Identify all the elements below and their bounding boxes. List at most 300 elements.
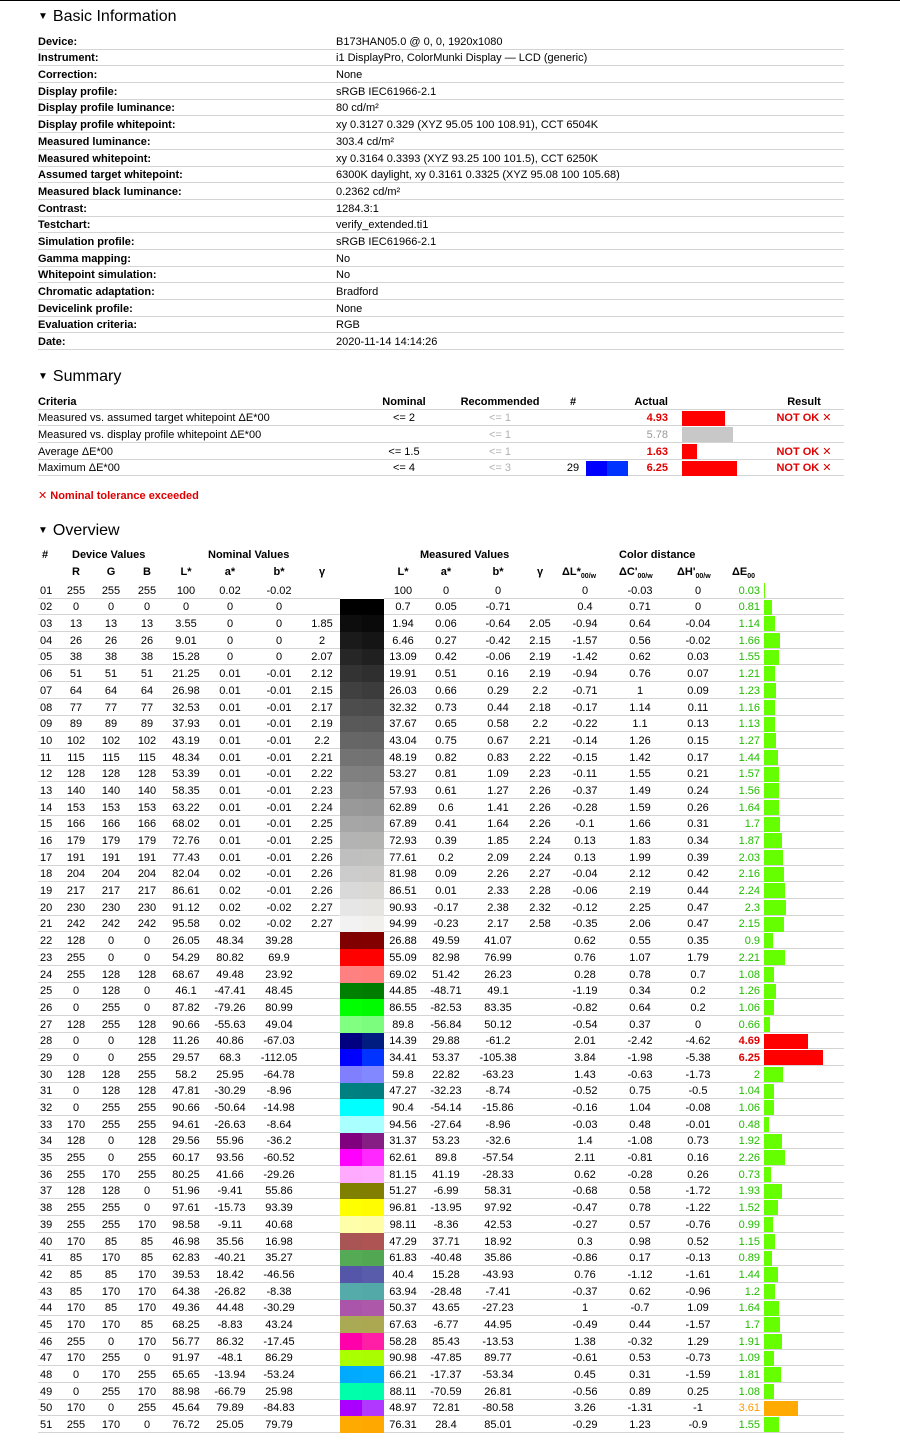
cell-delta-c: -0.63 [627,1068,653,1081]
cell-nominal-a: 55.96 [216,1135,244,1148]
cell-delta-e: 1.91 [738,1335,760,1348]
cell-r: 0 [72,1035,80,1048]
summary-actual: 1.63 [646,445,668,458]
info-label: Measured whitepoint: [38,152,152,165]
cell-measured-b: 26.23 [484,968,512,981]
cell-number: 25 [40,985,53,998]
cell-r: 255 [66,1152,86,1165]
cell-r: 89 [69,718,83,731]
cell-g: 85 [104,1302,118,1315]
cell-nominal-l: 54.29 [172,951,200,964]
cell-delta-e: 6.25 [738,1051,760,1064]
table-row [38,1099,844,1116]
cell-measured-b: -0.71 [485,601,511,614]
cell-measured-a: -28.48 [430,1285,462,1298]
delta-e-bar [764,1050,823,1065]
cell-delta-l: -0.29 [572,1419,598,1432]
cell-measured-a: -6.99 [433,1185,459,1198]
overview-table [38,582,844,1433]
delta-e-bar [764,767,779,782]
cell-delta-e: 1.52 [738,1202,760,1215]
cell-measured-b: 2.17 [487,918,509,931]
cell-measured-l: 1.94 [392,618,414,631]
cell-r: 255 [66,1218,86,1231]
delta-e-bar [764,1184,782,1199]
cell-nominal-l: 87.82 [172,1001,200,1014]
measured-color-swatch [362,1350,384,1367]
table-row [38,1300,844,1317]
cell-nominal-l: 64.38 [172,1285,200,1298]
delta-e-bar [764,950,785,965]
cell-measured-b: 44.95 [484,1318,512,1331]
cell-b: 255 [137,1402,157,1415]
cell-number: 34 [40,1135,53,1148]
info-label: Display profile: [38,85,118,98]
cell-g: 170 [101,1318,121,1331]
tolerance-warning: ✕ Nominal tolerance exceeded [38,490,199,502]
summary-rows [38,410,844,477]
cell-nominal-gamma: 2.2 [314,734,330,747]
cell-delta-e: 1.56 [738,784,760,797]
info-value: 0.2362 cd/m² [336,185,401,198]
cell-b: 255 [137,1102,157,1114]
cell-nominal-l: 76.72 [172,1419,200,1432]
cell-g: 255 [101,1218,121,1231]
group-color-distance: Color distance [619,549,696,561]
cell-delta-l: 0.13 [574,851,596,864]
summary-result: NOT OK ✕ [776,462,832,475]
nominal-color-swatch [340,1350,362,1367]
column-header-delta-l [562,566,596,580]
column-header-delta-c [619,566,653,580]
table-row [38,749,844,766]
table-row [38,1316,844,1333]
cell-nominal-l: 95.58 [172,918,200,931]
cell-r: 51 [69,668,83,681]
cell-measured-a: -54.14 [430,1102,462,1114]
cell-nominal-b: -17.45 [263,1335,295,1348]
cell-nominal-b: -29.26 [263,1168,295,1181]
table-row [38,949,844,966]
cell-number: 16 [40,835,53,847]
cell-nominal-l: 91.12 [172,901,200,914]
cell-nominal-gamma: 2.22 [311,768,333,781]
cell-delta-c: 2.25 [629,901,651,914]
cell-r: 64 [69,684,83,697]
cell-r: 85 [69,1268,83,1281]
cell-delta-l: -0.82 [572,1001,598,1014]
cell-r: 128 [66,1135,86,1148]
info-row [38,233,844,250]
cell-measured-gamma: 2.22 [529,751,551,764]
table-row [38,782,844,799]
nominal-color-swatch [340,599,362,616]
cell-measured-b: 0.58 [487,718,509,731]
nominal-color-swatch [340,682,362,699]
cell-nominal-gamma: 2.24 [311,801,333,814]
column-header-ma: a* [440,566,452,578]
cell-delta-c: -0.7 [630,1302,650,1315]
summary-result: NOT OK ✕ [776,445,832,458]
cell-nominal-a: -48.1 [217,1352,243,1365]
cell-nominal-b: -0.02 [266,918,292,931]
basic-info-toggle[interactable] [38,8,177,26]
cell-delta-c: -0.81 [627,1152,653,1165]
cell-delta-h: 0.15 [687,734,709,747]
cell-r: 0 [72,1085,80,1098]
cell-nominal-l: 0 [182,601,190,614]
measured-color-swatch [362,599,384,616]
cell-measured-a: 0.27 [435,634,457,647]
nominal-color-swatch [340,1250,362,1267]
cell-measured-a: -13.95 [430,1202,462,1215]
nominal-color-swatch [340,1016,362,1033]
cell-nominal-b: -112.05 [260,1051,298,1064]
info-row [38,200,844,217]
cell-delta-c: 1.04 [629,1102,651,1114]
cell-g: 128 [101,1085,121,1098]
cell-nominal-a: -79.26 [214,1001,246,1014]
table-row [38,1149,844,1166]
cell-delta-e: 0.66 [738,1018,760,1031]
cell-nominal-a: 0 [226,618,234,631]
nominal-color-swatch [340,866,362,883]
header-number: # [569,395,577,408]
nominal-color-swatch [340,1233,362,1250]
cell-r: 85 [69,1252,83,1265]
cell-nominal-a: 0.02 [219,901,241,914]
cell-b: 191 [137,851,157,864]
cell-measured-l: 76.31 [389,1419,417,1432]
table-row [38,899,844,916]
table-row [38,665,844,682]
cell-g: 115 [102,751,120,764]
cell-nominal-a: 40.86 [216,1035,244,1048]
cell-delta-c: 0.64 [629,1001,651,1014]
cell-b: 140 [137,784,157,797]
cell-measured-a: -8.36 [433,1218,459,1231]
nominal-color-swatch [340,1216,362,1233]
cell-delta-l: 0.45 [574,1369,596,1381]
column-header-delta-e-subscript: 00 [747,573,756,581]
nominal-color-swatch [340,1383,362,1400]
cell-measured-b: -63.23 [482,1068,514,1081]
cell-measured-l: 47.27 [389,1085,417,1098]
cell-nominal-b: -64.78 [263,1068,295,1081]
cell-r: 166 [66,818,86,831]
info-row [38,167,844,184]
delta-e-bar [764,1417,779,1432]
cell-r: 170 [66,1118,86,1131]
collapse-triangle-icon: ▼ [38,371,48,382]
cell-number: 35 [40,1152,53,1165]
info-label: Testchart: [38,219,91,232]
cell-measured-b: 0.67 [487,734,509,747]
nominal-color-swatch [340,899,362,916]
cell-g: 242 [101,918,121,931]
cell-number: 32 [40,1102,53,1114]
cell-delta-h: 0.42 [687,868,709,881]
cell-measured-b: -61.2 [485,1035,511,1048]
cell-nominal-l: 26.05 [172,935,200,948]
cell-delta-e: 1.13 [738,718,760,731]
nominal-color-swatch [340,916,362,933]
measured-color-swatch [362,1400,384,1417]
cell-measured-l: 90.4 [392,1102,414,1114]
cell-delta-l: -0.71 [572,684,598,697]
collapse-triangle-icon: ▼ [38,525,48,536]
cell-r: 85 [69,1285,83,1298]
delta-e-bar [764,1251,772,1266]
cell-delta-e: 2 [753,1068,760,1081]
info-row [38,283,844,300]
cell-nominal-b: -36.2 [266,1135,292,1148]
cell-nominal-a: 0.01 [219,701,241,714]
summary-recommended: <= 3 [488,462,512,475]
cell-r: 128 [66,1185,86,1198]
cell-delta-c: 0.98 [629,1235,651,1248]
cell-nominal-a: 0.01 [219,718,241,731]
cell-measured-b: -0.06 [485,651,511,664]
cell-nominal-b: 0 [275,651,283,664]
cell-b: 255 [137,1051,157,1064]
delta-e-bar [764,1167,771,1182]
measured-color-swatch [362,1066,384,1083]
cell-g: 0 [107,1152,115,1165]
cell-nominal-gamma: 2.26 [311,868,333,881]
cell-delta-h: 0.35 [687,935,709,948]
info-value: None [336,69,363,82]
cell-measured-l: 98.11 [389,1218,417,1231]
cell-measured-b: -15.86 [482,1102,514,1114]
cell-measured-l: 77.61 [389,851,417,864]
cell-measured-b: 85.01 [484,1419,512,1432]
cell-delta-h: -0.96 [685,1285,711,1298]
cell-measured-a: -48.71 [430,985,462,998]
cell-delta-c: -1.31 [627,1402,653,1415]
cell-g: 128 [101,1068,121,1081]
measured-color-swatch [362,749,384,766]
table-row [38,1116,844,1133]
cell-measured-gamma: 2.24 [529,851,551,864]
info-label: Gamma mapping: [38,252,131,265]
cell-measured-l: 50.37 [389,1302,417,1315]
cell-nominal-a: 25.05 [216,1419,244,1432]
cell-delta-h: 0.47 [687,918,709,931]
cell-delta-c: 0.58 [629,1185,651,1198]
delta-e-bar [764,800,779,815]
cell-nominal-a: -15.73 [214,1202,246,1215]
cell-r: 170 [66,1352,86,1365]
cell-number: 21 [40,918,53,931]
delta-e-bar [764,833,782,848]
cell-nominal-l: 68.02 [172,818,200,831]
cell-delta-c: 0.34 [629,985,651,998]
cell-delta-c: 1.99 [629,851,651,864]
cell-b: 128 [137,1018,157,1031]
measured-color-swatch [362,816,384,833]
table-row [38,1166,844,1183]
delta-e-bar [764,666,775,681]
cell-measured-a: 0.6 [438,801,454,814]
cell-measured-a: 49.59 [432,935,460,948]
cell-nominal-a: 0.01 [219,751,241,764]
cell-nominal-a: -8.83 [217,1318,243,1331]
cell-measured-a: 0.06 [435,618,457,631]
cell-nominal-a: 80.82 [216,951,244,964]
cell-delta-h: 1.29 [687,1335,709,1348]
cell-delta-h: -1.57 [685,1318,711,1331]
cell-delta-c: -2.42 [627,1035,653,1048]
cell-delta-c: 1.07 [629,951,651,964]
cell-g: 51 [104,668,118,681]
measured-color-swatch [362,1383,384,1400]
cell-b: 85 [140,1235,154,1248]
table-row [38,932,844,949]
cell-measured-l: 100 [393,584,413,597]
cell-number: 02 [40,601,53,614]
cell-measured-b: 97.92 [484,1202,512,1215]
measured-color-swatch [362,899,384,916]
nominal-color-swatch [340,1183,362,1200]
delta-e-bar [764,650,779,665]
cell-measured-l: 19.91 [389,668,417,681]
table-row [38,1283,844,1300]
table-row [38,1366,844,1383]
cell-measured-l: 62.61 [389,1152,417,1165]
cell-measured-b: -8.96 [485,1118,511,1131]
cell-measured-b: -8.74 [485,1085,511,1098]
summary-toggle[interactable] [38,368,121,386]
cell-nominal-b: -8.96 [266,1085,292,1098]
cell-delta-e: 2.26 [738,1152,760,1165]
cell-delta-l: -0.1 [575,818,595,831]
cell-measured-l: 53.27 [389,768,417,781]
cell-number: 40 [40,1235,53,1248]
cell-delta-l: -0.03 [572,1118,598,1131]
delta-e-bar [764,1317,780,1332]
cell-delta-e: 1.81 [738,1369,760,1381]
cell-measured-gamma: 2.2 [532,684,548,697]
measured-color-swatch [362,615,384,632]
cell-nominal-l: 98.58 [172,1218,200,1231]
info-value: B173HAN05.0 @ 0, 0, 1920x1080 [336,35,503,48]
delta-e-bar [764,933,773,948]
cell-measured-l: 66.21 [389,1369,417,1381]
delta-e-bar [764,616,775,631]
delta-e-bar [764,817,780,832]
measured-color-swatch [362,966,384,983]
summary-result: NOT OK ✕ [776,412,832,425]
cell-delta-c: 0.78 [629,1202,651,1215]
cell-nominal-gamma: 2.19 [311,718,333,731]
cell-delta-l: 0.13 [574,835,596,847]
cell-delta-l: -0.94 [572,668,598,681]
measured-color-swatch [362,1300,384,1317]
nominal-color-swatch [340,1166,362,1183]
cell-measured-a: 0.81 [435,768,457,781]
table-row [38,882,844,899]
worst-patch-nominal-swatch [586,461,607,476]
cell-number: 37 [40,1185,53,1198]
delta-e-bar [764,900,786,915]
cell-delta-c: 1.66 [629,818,651,831]
cell-delta-e: 1.57 [738,768,760,781]
column-header-r: R [72,566,80,578]
column-header-delta-l-symbol: ΔL* [562,566,581,578]
overview-toggle[interactable] [38,522,120,540]
summary-actual: 4.93 [646,412,668,425]
info-value: No [336,252,351,265]
cell-b: 255 [137,1152,157,1165]
delta-e-bar [764,883,785,898]
summary-header-row [38,393,844,410]
table-row [38,983,844,1000]
cell-r: 0 [72,1001,80,1014]
cell-delta-c: -1.98 [627,1051,653,1064]
cell-measured-b: 2.38 [487,901,509,914]
summary-recommended: <= 1 [488,412,512,425]
cell-delta-h: -1.73 [685,1068,711,1081]
info-label: Date: [38,336,66,349]
cell-r: 242 [66,918,86,931]
cell-number: 31 [40,1085,53,1098]
cell-delta-l: 1.4 [577,1135,593,1148]
cell-g: 77 [104,701,118,714]
cell-nominal-l: 86.61 [172,885,200,898]
cell-measured-l: 37.67 [389,718,417,731]
cell-nominal-a: -9.11 [217,1218,243,1231]
cell-nominal-a: 0.02 [219,885,241,898]
cell-nominal-l: 3.55 [175,618,197,631]
delta-e-bar [764,1017,770,1032]
cell-g: 255 [101,1385,121,1398]
cell-measured-a: 53.23 [432,1135,460,1148]
info-label: Devicelink profile: [38,302,133,315]
info-row [38,66,844,83]
cell-nominal-l: 77.43 [172,851,200,864]
cell-measured-a: 15.28 [432,1268,460,1281]
cell-delta-c: 0.31 [629,1369,651,1381]
cell-delta-l: 0.62 [574,1168,596,1181]
measured-color-swatch [362,932,384,949]
cell-b: 77 [140,701,154,714]
cell-measured-b: -27.23 [482,1302,514,1315]
cell-nominal-b: -30.29 [263,1302,295,1315]
delta-e-bar [764,700,775,715]
cell-delta-l: 0.62 [574,935,596,948]
cell-measured-b: 18.92 [484,1235,512,1248]
cell-delta-h: 0.31 [687,818,709,831]
cell-delta-l: 0.4 [577,601,593,614]
cell-delta-c: 0.48 [629,1118,651,1131]
cell-number: 12 [40,768,53,781]
cell-measured-gamma: 2.26 [529,801,551,814]
nominal-color-swatch [340,999,362,1016]
cell-nominal-a: 93.56 [216,1152,244,1165]
cell-measured-l: 32.32 [389,701,417,714]
cell-nominal-l: 65.65 [172,1369,200,1381]
cell-number: 19 [40,885,53,898]
cell-measured-a: -56.84 [430,1018,462,1031]
cell-delta-c: 2.19 [629,885,651,898]
cell-nominal-a: 86.32 [216,1335,244,1348]
cell-delta-h: -0.04 [685,618,711,631]
measured-color-swatch [362,1049,384,1066]
info-row [38,83,844,100]
cell-nominal-gamma: 2.12 [311,668,333,681]
cell-g: 0 [107,1402,115,1415]
